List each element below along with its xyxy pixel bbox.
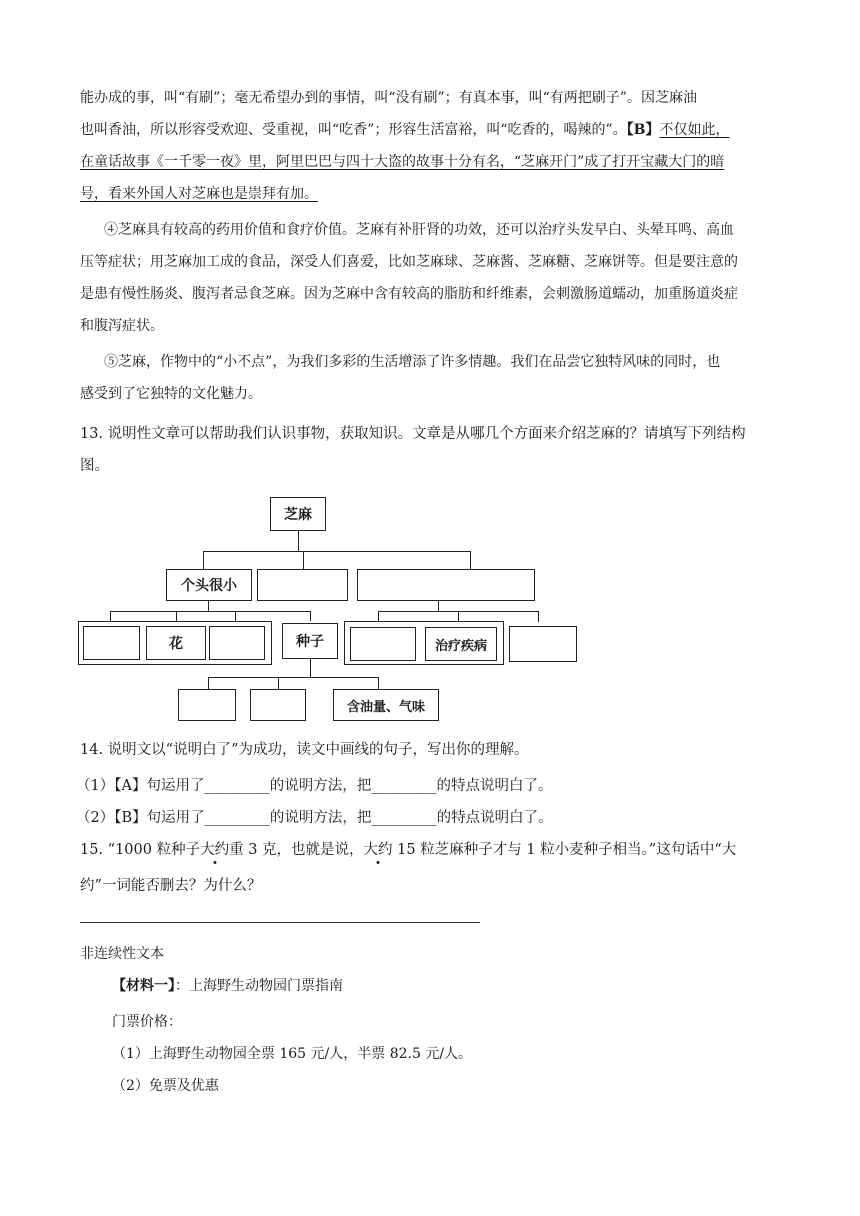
- diagram-level2-box: 种子: [282, 623, 338, 659]
- ticket-heading: 门票价格：: [112, 1014, 182, 1030]
- ticket-item: （2）免票及优惠: [112, 1078, 219, 1094]
- connector: [470, 551, 471, 569]
- connector: [438, 601, 439, 611]
- connector: [310, 611, 311, 621]
- diagram-level2-blank-box: [209, 626, 265, 660]
- connector: [203, 551, 470, 552]
- connector: [203, 551, 204, 569]
- structure-diagram: [78, 493, 578, 723]
- material-one-title: [112, 976, 343, 996]
- question-13: 13. 说明性文章可以帮助我们认识事物，获取知识。文章是从哪几个方面来介绍芝麻的？请填写下列结构: [80, 426, 746, 442]
- question-15-continued: 约”一词能否删去？为什么？: [80, 878, 262, 894]
- passage-line: 压等症状；用芝麻加工成的食品，深受人们喜爱，比如芝麻球、芝麻酱、芝麻糖、芝麻饼等。但是要注意的: [80, 254, 738, 270]
- emphasis-dotted-word: 大约: [363, 842, 393, 858]
- diagram-level2-box: 花: [146, 626, 206, 660]
- passage-line: ⑤芝麻，作物中的“小不点”，为我们多彩的生活增添了许多情趣。我们在品尝它独特风味的同时，也: [104, 354, 721, 370]
- diagram-level3-blank-box: [250, 689, 306, 721]
- connector: [278, 677, 279, 689]
- passage-line: 能办成的事，叫“有刷”；毫无希望办到的事情，叫“没有刷”；有真本事，叫“有两把刷子”。因芝麻油: [80, 90, 697, 106]
- diagram-level2-box: 治疗疾病: [425, 627, 497, 661]
- question-14: 14. 说明文以“说明白了”为成功，读文中画线的句子，写出你的理解。: [80, 742, 529, 758]
- passage-line: 感受到了它独特的文化魅力。: [80, 386, 262, 402]
- question-15: [80, 840, 736, 860]
- question-14-2: （2）【B】句运用了_________的说明方法，把_________的特点说明白了。: [76, 810, 553, 826]
- emphasis-dotted-word: 大约: [200, 842, 230, 858]
- diagram-level1-box: 个头很小: [166, 569, 252, 601]
- question-15-text: 重 3 克，也就是说，: [229, 842, 364, 858]
- material-label: 【材料一】: [112, 978, 175, 994]
- question-13-continued: 图。: [80, 458, 109, 474]
- connector: [310, 659, 311, 677]
- underlined-sentence-b: 号，看来外国人对芝麻也是崇拜有加。: [80, 186, 318, 202]
- passage-line: ④芝麻具有较高的药用价值和食疗价值。芝麻有补肝肾的功效，还可以治疗头发早白、头晕耳鸣、高血: [104, 222, 734, 238]
- diagram-root-box: 芝麻: [270, 497, 326, 531]
- diagram-level2-blank-box: [83, 626, 140, 660]
- connector: [208, 677, 209, 689]
- connector: [538, 611, 539, 622]
- diagram-level1-blank-box: [357, 569, 535, 601]
- connector: [110, 611, 310, 612]
- underlined-sentence-b: 不仅如此，: [659, 122, 730, 138]
- connector: [208, 677, 378, 678]
- material-title: ：上海野生动物园门票指南: [175, 978, 343, 994]
- question-15-text: 15. “1000 粒种子: [80, 842, 201, 858]
- question-15-text: 15 粒芝麻种子才与 1 粒小麦种子相当。”这句话中“大: [392, 842, 737, 858]
- passage-line: [80, 120, 729, 140]
- answer-line[interactable]: [80, 922, 480, 923]
- passage-line: 是患有慢性肠炎、腹泻者忌食芝麻。因为芝麻中含有较高的脂肪和纤维素，会刺激肠道蠕动，加重肠道炎症: [80, 286, 738, 302]
- ticket-item: （1）上海野生动物园全票 165 元/人，半票 82.5 元/人。: [112, 1046, 473, 1062]
- connector: [208, 601, 209, 611]
- diagram-level2-blank-box: [350, 627, 416, 661]
- passage-line: 和腹泻症状。: [80, 318, 164, 334]
- underlined-sentence-b: 在童话故事《一千零一夜》里，阿里巴巴与四十大盗的故事十分有名，“芝麻开门”成了打开宝藏大门的暗: [80, 154, 725, 170]
- diagram-level2-blank-box: [509, 626, 577, 662]
- diagram-level3-blank-box: [178, 689, 236, 721]
- diagram-level1-blank-box: [257, 569, 348, 601]
- sentence-b-marker: 【B】: [626, 122, 660, 138]
- section-heading: 非连续性文本: [80, 946, 164, 962]
- passage-text: 也叫香油，所以形容受欢迎、受重视，叫“吃香”；形容生活富裕，叫“吃香的，喝辣的”。: [80, 122, 627, 138]
- question-14-1: （1）【A】句运用了_________的说明方法，把_________的特点说明白了。: [76, 778, 553, 794]
- connector: [303, 551, 304, 569]
- connector: [298, 531, 299, 551]
- diagram-level3-box: 含油量、气味: [333, 689, 439, 721]
- connector: [378, 677, 379, 689]
